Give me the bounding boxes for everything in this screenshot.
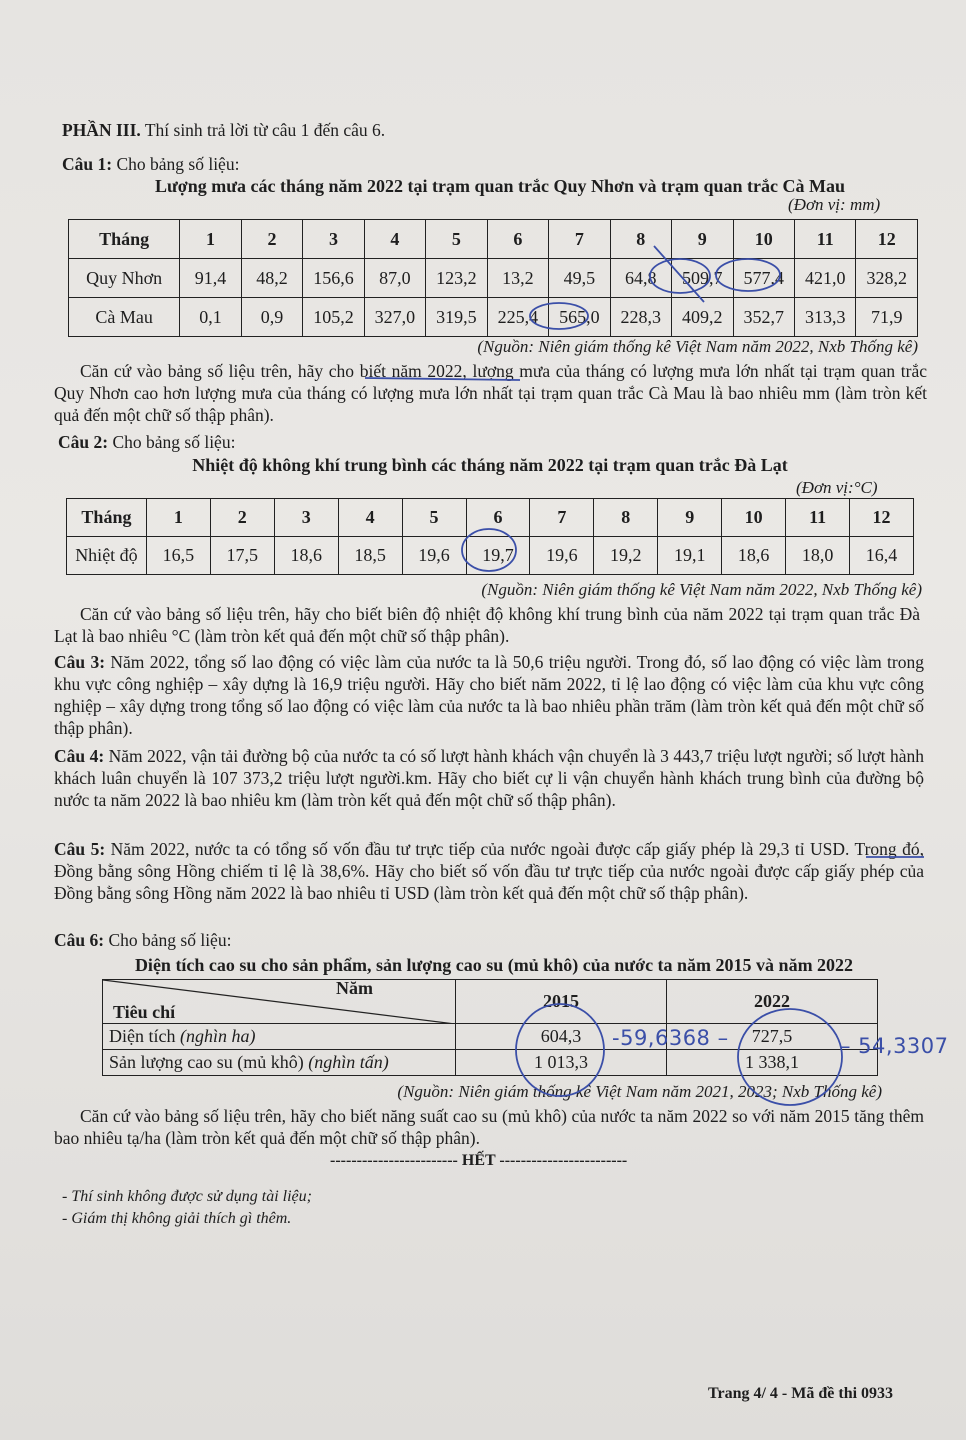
q1-cell-1-1: 0,1 (180, 298, 241, 337)
q2-cell-0-9: 19,1 (658, 537, 722, 575)
q2-header-10: 10 (722, 499, 786, 537)
q2-table-unit: (Đơn vị:°C) (796, 478, 878, 497)
q2-cell-0-0: Nhiệt độ (67, 537, 147, 575)
q2-question: Căn cứ vào bảng số liệu trên, hãy cho biết biên độ nhiệt độ không khí trung bình của năm 2022 tại trạm quan trắc Đà Lạt là bao nhiêu °C (làm tròn kết quả đến một chữ số thập phân). (54, 604, 920, 646)
q1-cell-1-7: 565,0 (549, 298, 610, 337)
q1-header-6: 6 (487, 220, 548, 259)
q1-header-0: Tháng (69, 220, 180, 259)
q3-question: Câu 3: Năm 2022, tổng số lao động có việc làm của nước ta là 50,6 triệu người. Trong đó, số lao động có việc làm trong khu vực công nghiệp – xây dựng là 16,9 triệu người. Hãy cho biết năm 2022, tỉ lệ lao động có việc làm của khu vực công nghiệp – xây dựng trong tổng số lao động có việc làm của nước ta là bao nhiêu phần trăm (làm tròn kết quả đến một chữ số thập phân). (54, 652, 924, 738)
q2-header-8: 8 (594, 499, 658, 537)
end-marker: ------------------------ HẾT ------------------------ (330, 1152, 628, 1169)
corner-bottom-label: Tiêu chí (113, 1002, 176, 1022)
q2-header-0: Tháng (67, 499, 147, 537)
q2-source: (Nguồn: Niên giám thống kê Việt Nam năm 2022, Nxb Thống kê) (481, 580, 922, 599)
q1-cell-0-3: 156,6 (303, 259, 364, 298)
q1-source: (Nguồn: Niên giám thống kê Việt Nam năm 2022, Nxb Thống kê) (477, 337, 918, 356)
q1-header-5: 5 (426, 220, 487, 259)
q6-intro: Câu 6: Cho bảng số liệu: (54, 930, 232, 950)
q2-header-row (67, 499, 914, 537)
q1-cell-1-2: 0,9 (241, 298, 302, 337)
q1-cell-0-9: 509,7 (672, 259, 733, 298)
q2-header-12: 12 (850, 499, 914, 537)
q1-cell-1-12: 71,9 (856, 298, 918, 337)
q1-cell-0-8: 64,8 (610, 259, 671, 298)
q1-cell-0-11: 421,0 (794, 259, 855, 298)
q1-question: Căn cứ vào bảng số liệu trên, hãy cho biết năm 2022, lượng mưa của tháng có lượng mưa lớn nhất tại trạm quan trắc Quy Nhơn cao hơn lượng mưa của tháng có lượng mưa lớn nhất tại trạm quan trắc Cà Mau là bao nhiêu mm (làm tròn kết quả đến một chữ số thập phân). (54, 361, 927, 425)
q2-header-6: 6 (466, 499, 530, 537)
q1-cell-1-9: 409,2 (672, 298, 733, 337)
q1-cell-1-6: 225,4 (487, 298, 548, 337)
q1-cell-1-5: 319,5 (426, 298, 487, 337)
row-label-area: Diện tích (nghìn ha) (103, 1024, 456, 1050)
q1-cell-0-1: 91,4 (180, 259, 241, 298)
part-heading (62, 119, 385, 141)
q2-row-0 (67, 537, 914, 575)
q2-cell-0-7: 19,6 (530, 537, 594, 575)
q2-header-4: 4 (338, 499, 402, 537)
q2-cell-0-6: 19,7 (466, 537, 530, 575)
q2-cell-0-12: 16,4 (850, 537, 914, 575)
part-label: PHẦN III. (62, 120, 141, 140)
output-2015: 1 013,3 (456, 1050, 667, 1076)
q2-header-2: 2 (210, 499, 274, 537)
q1-rainfall-table (68, 219, 918, 337)
footnote-1: - Thí sinh không được sử dụng tài liệu; (62, 1188, 312, 1205)
year-2015: 2015 (456, 980, 667, 1024)
q2-header-3: 3 (274, 499, 338, 537)
q1-cell-1-8: 228,3 (610, 298, 671, 337)
q2-header-9: 9 (658, 499, 722, 537)
q1-cell-1-3: 105,2 (303, 298, 364, 337)
part-instruction: Thí sinh trả lời từ câu 1 đến câu 6. (144, 120, 386, 140)
page-footer: Trang 4/ 4 - Mã đề thi 0933 (708, 1385, 894, 1402)
q6-question: Căn cứ vào bảng số liệu trên, hãy cho biết năng suất cao su (mủ khô) của nước ta năm 2022 so với năm 2015 tăng thêm bao nhiêu tạ/ha (làm tròn kết quả đến một chữ số thập phân). (54, 1106, 924, 1148)
q1-table-unit: (Đơn vị: mm) (788, 195, 881, 214)
q1-cell-1-11: 313,3 (794, 298, 855, 337)
q2-cell-0-4: 18,5 (338, 537, 402, 575)
year-2022: 2022 (667, 980, 878, 1024)
corner-top-label: Năm (336, 978, 373, 998)
q1-cell-0-0: Quy Nhơn (69, 259, 180, 298)
q1-header-1: 1 (180, 220, 241, 259)
q1-table-title: Lượng mưa các tháng năm 2022 tại trạm quan trắc Quy Nhơn và trạm quan trắc Cà Mau (154, 176, 846, 196)
q1-cell-0-2: 48,2 (241, 259, 302, 298)
q2-cell-0-1: 16,5 (146, 537, 210, 575)
q2-header-5: 5 (402, 499, 466, 537)
q2-table-title: Nhiệt độ không khí trung bình các tháng năm 2022 tại trạm quan trắc Đà Lạt (192, 455, 788, 475)
q2-header-1: 1 (146, 499, 210, 537)
footnote-2: - Giám thị không giải thích gì thêm. (62, 1210, 292, 1227)
area-2022: 727,5 (667, 1024, 878, 1050)
q2-cell-0-2: 17,5 (210, 537, 274, 575)
q6-table-title: Diện tích cao su cho sản phẩm, sản lượng cao su (mủ khô) của nước ta năm 2015 và năm 2022 (134, 955, 854, 975)
q1-cell-0-4: 87,0 (364, 259, 425, 298)
row-label-output: Sản lượng cao su (mủ khô) (nghìn tấn) (103, 1050, 456, 1076)
q1-header-8: 8 (610, 220, 671, 259)
area-2015: 604,3 (456, 1024, 667, 1050)
q2-header-11: 11 (786, 499, 850, 537)
q1-header-10: 10 (733, 220, 794, 259)
q1-cell-0-7: 49,5 (549, 259, 610, 298)
q2-cell-0-5: 19,6 (402, 537, 466, 575)
q1-cell-1-4: 327,0 (364, 298, 425, 337)
q2-cell-0-3: 18,6 (274, 537, 338, 575)
q6-source: (Nguồn: Niên giám thống kê Việt Nam năm 2021, 2023; Nxb Thống kê) (397, 1082, 882, 1101)
q1-header-2: 2 (241, 220, 302, 259)
q5-question: Câu 5: Năm 2022, nước ta có tổng số vốn đầu tư trực tiếp của nước ngoài được cấp giấy phép là 29,3 tỉ USD. Trong đó, Đồng bằng sông Hồng chiếm tỉ lệ là 38,6%. Hãy cho biết số vốn đầu tư trực tiếp của nước ngoài được cấp giấy phép của Đồng bằng sông Hồng năm 2022 là bao nhiêu tỉ USD (làm tròn kết quả đến một chữ số thập phân). (54, 839, 925, 903)
corner-cell (103, 980, 456, 1024)
q1-intro: Câu 1: Cho bảng số liệu: (62, 154, 240, 174)
q2-cell-0-11: 18,0 (786, 537, 850, 575)
q2-intro: Câu 2: Cho bảng số liệu: (58, 432, 236, 452)
q1-header-9: 9 (672, 220, 733, 259)
q1-cell-0-10: 577,4 (733, 259, 794, 298)
q4-question: Câu 4: Năm 2022, vận tải đường bộ của nước ta có số lượt hành khách vận chuyển là 3 443,7 triệu lượt người; số lượt hành khách luân chuyển là 107 373,2 triệu lượt người.km. Hãy cho biết cự li vận chuyển hành khách trung bình của đường bộ nước ta năm 2022 là bao nhiêu km (làm tròn kết quả đến một chữ số thập phân). (54, 746, 925, 810)
q1-header-12: 12 (856, 220, 918, 259)
q2-temperature-table (66, 498, 914, 575)
q1-header-row (69, 220, 918, 259)
handwritten-note-1: -59,6368 – (612, 1026, 729, 1050)
q1-header-3: 3 (303, 220, 364, 259)
q1-row-1 (69, 298, 918, 337)
q2-cell-0-10: 18,6 (722, 537, 786, 575)
output-2022: 1 338,1 (667, 1050, 878, 1076)
q1-header-7: 7 (549, 220, 610, 259)
q6-rubber-table (102, 979, 878, 1076)
q1-cell-0-5: 123,2 (426, 259, 487, 298)
q1-cell-1-10: 352,7 (733, 298, 794, 337)
q1-cell-0-12: 328,2 (856, 259, 918, 298)
q1-header-11: 11 (794, 220, 855, 259)
q1-cell-1-0: Cà Mau (69, 298, 180, 337)
q1-header-4: 4 (364, 220, 425, 259)
q1-cell-0-6: 13,2 (487, 259, 548, 298)
q2-cell-0-8: 19,2 (594, 537, 658, 575)
handwritten-note-2: – 54,3307 (840, 1034, 949, 1058)
q1-row-0 (69, 259, 918, 298)
q2-header-7: 7 (530, 499, 594, 537)
